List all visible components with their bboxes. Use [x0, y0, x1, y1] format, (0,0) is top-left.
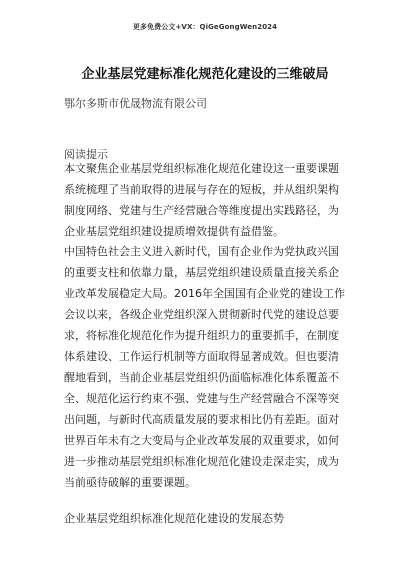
- organization-name: 鄂尔多斯市优晟物流有限公司: [64, 97, 207, 110]
- body-line: 当前亟待破解的重要课题。: [64, 476, 196, 489]
- body-line: 中国特色社会主义进入新时代，国有企业作为党执政兴国: [64, 245, 339, 258]
- summary-label: 阅读提示: [64, 148, 108, 161]
- body-line: 全、规范化运行约束不强、党建与生产经营融合不深等突: [64, 392, 339, 405]
- intro-line: 企业基层党组织建设提质增效提供有益借鉴。: [64, 225, 284, 238]
- body-line: 求，将标准化规范化作为提升组织力的重要抓手，在制度: [64, 329, 339, 342]
- intro-line: 制度网络、党建与生产经营融合等维度提出实践路径，为: [64, 204, 339, 217]
- body-line: 业改革发展稳定大局。2016年全国国有企业党的建设工作: [64, 287, 345, 300]
- body-line: 体系建设、工作运行机制等方面取得显著成效。但也要清: [64, 350, 339, 363]
- body-line: 会议以来，各级企业党组织深入贯彻新时代党的建设总要: [64, 308, 339, 321]
- body-paragraph: [64, 241, 357, 493]
- intro-line: 本文聚焦企业基层党组织标准化规范化建设这一重要课题: [64, 162, 339, 175]
- section-heading: 企业基层党组织标准化规范化建设的发展态势: [64, 512, 284, 525]
- body-line: 出问题，与新时代高质量发展的要求相比仍有差距。面对: [64, 413, 339, 426]
- intro-paragraph: [64, 158, 357, 242]
- document-title: 企业基层党建标准化规范化建设的三维破局: [81, 67, 329, 82]
- body-line: 的重要支柱和依靠力量，基层党组织建设质量直接关系企: [64, 266, 339, 279]
- body-line: 世界百年未有之大变局与企业改革发展的双重要求，如何: [64, 434, 339, 447]
- header-note: 更多免费公文+VX：QiGeGongWen2024: [132, 23, 278, 31]
- body-line: 进一步推动基层党组织标准化规范化建设走深走实，成为: [64, 455, 339, 468]
- intro-line: 系统梳理了当前取得的进展与存在的短板，并从组织架构: [64, 183, 339, 196]
- body-line: 醒地看到，当前企业基层党组织仍面临标准化体系覆盖不: [64, 371, 339, 384]
